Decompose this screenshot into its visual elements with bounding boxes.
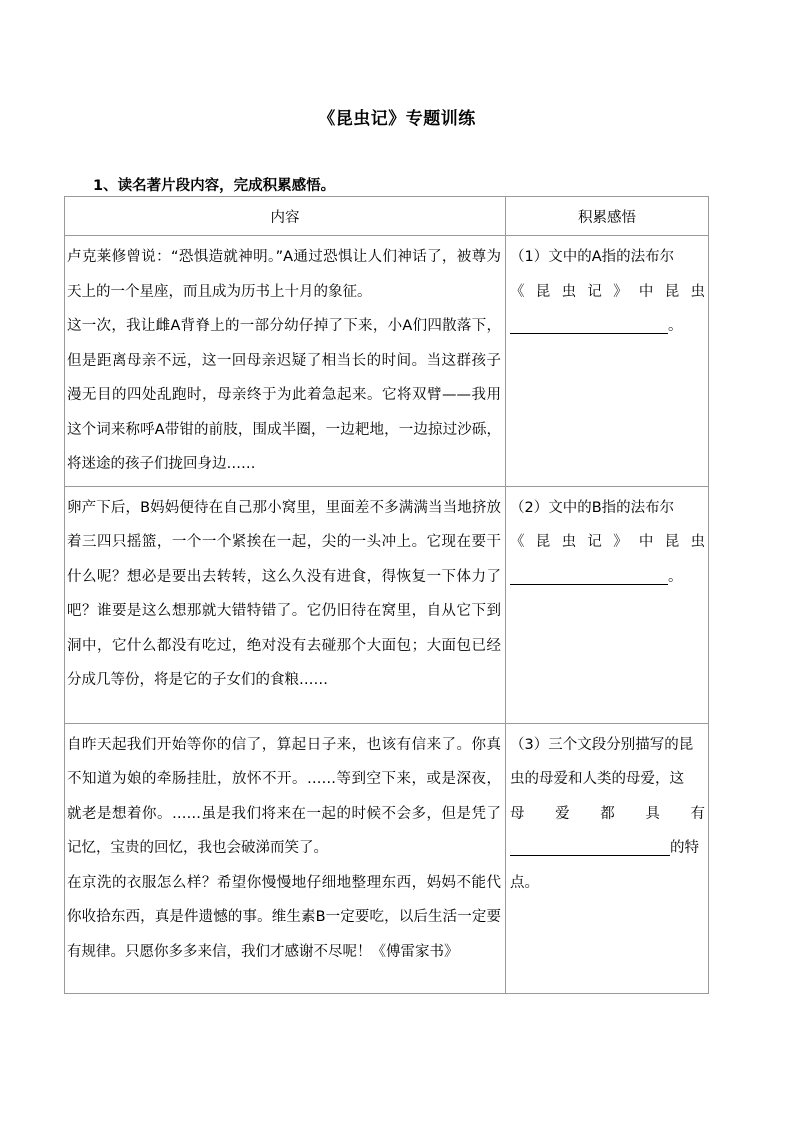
passage-paragraph: 自昨天起我们开始等你的信了，算起日子来，也该有信来了。你真不知道为娘的牵肠挂肚，放怀不开。……等到空下来，或是深夜，就老是想着你。……虽是我们将来在一起的时候不会多，但是凭了记忆，宝贵的回忆，我也会破涕而笑了。 (67, 736, 501, 856)
note-cell-1 (506, 236, 709, 487)
header-notes: 积累感悟 (506, 197, 709, 236)
passage-paragraph: 这一次，我让雌A背脊上的一部分幼仔掉了下来，小A们四散落下，但是距离母亲不远，这一回母亲迟疑了相当长的时间。当这群孩子漫无目的四处乱跑时，母亲终于为此着急起来。它将双臂——我用这个词来称呼A带钳的前肢，围成半圈，一边耙地，一边掠过沙砾，将迷途的孩子们拢回身边…… (67, 318, 501, 472)
note-line: （1）文中的A指的法布尔 (510, 249, 675, 265)
passage-paragraph: 卢克莱修曾说：“恐惧造就神明。”A通过恐惧让人们神话了，被尊为天上的一个星座，而且成为历书上十月的象征。 (67, 249, 501, 300)
passage-cell-1 (65, 236, 506, 487)
note-line: 点。 (510, 874, 539, 891)
note-line: 的特 (510, 831, 705, 866)
note-spread-line: 《 昆 虫 记 》 中 昆 虫 (510, 534, 705, 550)
note-line: 。 (510, 309, 705, 344)
passage-paragraph: 卵产下后，B妈妈便待在自己那小窝里，里面差不多满满当当地挤放着三四只摇篮，一个一个紧挨在一起，尖的一头冲上。它现在要干什么呢？想必是要出去转转，这么久没有进食，得恢复一下体力了吧？谁要是这么想那就大错特错了。它仍旧待在窝里，自从它下到洞中，它什么都没有吃过，绝对没有去碰那个大面包；大面包已经分成几等份，将是它的子女们的食粮…… (67, 499, 501, 688)
table-row (65, 723, 709, 993)
question-heading: 1、读名著片段内容，完成积累感悟。 (93, 178, 336, 194)
note-spread-line: 《 昆 虫 记 》 中 昆 虫 (510, 283, 705, 300)
table-row (65, 486, 709, 723)
passage-paragraph: 在京洗的衣服怎么样？希望你慢慢地仔细地整理东西，妈妈不能代你收拾东西，真是件遗憾的事。维生素B一定要吃，以后生活一定要有规律。只愿你多多来信，我们才感谢不尽呢！《傅雷家书》 (67, 874, 501, 960)
note-spread-line: 母 爱 都 具 有 (510, 805, 705, 822)
note-cell-3 (506, 723, 709, 993)
reading-table (64, 196, 709, 994)
page-title: 《昆虫记》专题训练 (318, 109, 476, 129)
note-line: （2）文中的B指的法布尔 (510, 499, 675, 516)
passage-cell-3 (65, 723, 506, 993)
answer-blank[interactable] (510, 835, 670, 856)
table-header-row (65, 197, 709, 236)
answer-blank[interactable] (510, 564, 668, 585)
table-row (65, 236, 709, 487)
answer-blank[interactable] (510, 313, 668, 334)
note-cell-2 (506, 486, 709, 723)
header-content: 内容 (65, 197, 506, 236)
note-line: （3）三个文段分别描写的昆虫的母爱和人类的母爱，这 (510, 736, 694, 787)
passage-cell-2 (65, 486, 506, 723)
note-line: 。 (510, 560, 705, 595)
